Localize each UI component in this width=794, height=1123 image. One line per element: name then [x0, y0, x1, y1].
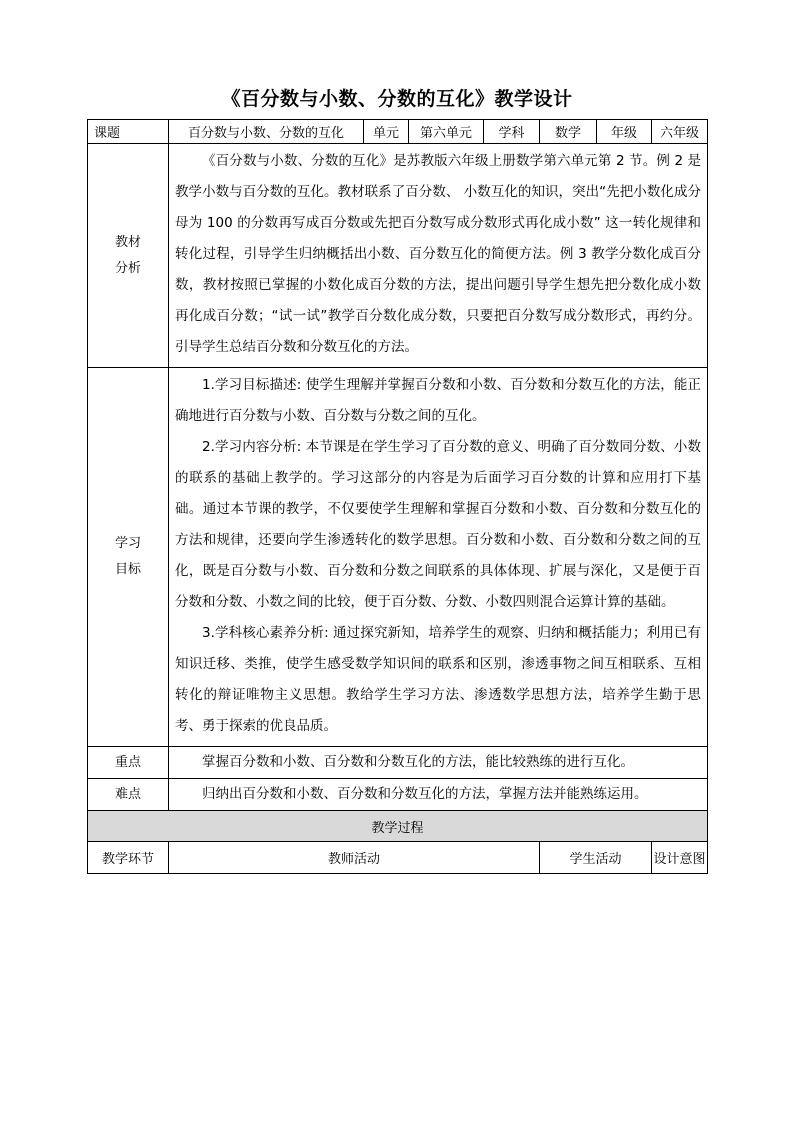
analysis-label-line1: 教材 — [114, 234, 141, 250]
process-column-student: 学生活动 — [540, 842, 652, 874]
analysis-label — [88, 144, 169, 368]
key-point-label: 重点 — [88, 747, 169, 779]
course-label: 课题 — [88, 120, 169, 144]
analysis-content — [169, 144, 708, 368]
objectives-label-line1: 学习 — [114, 536, 141, 551]
subject-value: 数学 — [540, 120, 597, 144]
analysis-row — [88, 144, 708, 368]
process-heading-row — [88, 811, 708, 842]
key-point-text: 掌握百分数和小数、百分数和分数互化的方法，能比较熟练的进行互化。 — [202, 754, 634, 770]
objective-paragraph: 2.学习内容分析: 本节课是在学生学习了百分数的意义、明确了百分数同分数、小数的联系的基础上教学的。学习这部分的内容是为后面学习百分数的计算和应用打下基础。通过本节课的教学，不仅要使学生理解和掌握百分数和小数、百分数和分数互化的方法和规律，还要向学生渗透转化的数学思想。百分数和小数、百分数和分数之间的互化，既是百分数与小数、百分数和分数之间联系的具体体现、扩展与深化，又是便于百分数和分数、小数之间的比较，便于百分数、分数、小数四则混合运算计算的基础。 — [175, 439, 701, 610]
process-column-stage: 教学环节 — [88, 842, 169, 874]
objective-paragraph: 1.学习目标描述: 使学生理解并掌握百分数和小数、百分数和分数互化的方法，能正确地进行百分数与小数、百分数与分数之间的互化。 — [175, 377, 701, 424]
lesson-plan-table — [87, 119, 708, 874]
unit-value: 第六单元 — [409, 120, 484, 144]
difficult-point-content — [169, 779, 708, 811]
difficult-point-label: 难点 — [88, 779, 169, 811]
process-heading: 教学过程 — [88, 811, 708, 842]
key-point-row — [88, 747, 708, 779]
analysis-label-line2: 分析 — [114, 260, 141, 276]
difficult-point-text: 归纳出百分数和小数、百分数和分数互化的方法，掌握方法并能熟练运用。 — [202, 786, 648, 802]
unit-label: 单元 — [364, 120, 409, 144]
header-row — [88, 120, 708, 144]
objectives-row — [88, 368, 708, 747]
course-value: 百分数与小数、分数的互化 — [169, 120, 364, 144]
process-columns-row — [88, 842, 708, 874]
difficult-point-row — [88, 779, 708, 811]
process-column-teacher: 教师活动 — [169, 842, 540, 874]
subject-label: 学科 — [484, 120, 540, 144]
objectives-label-line2: 目标 — [114, 562, 141, 577]
analysis-text: 《百分数与小数、分数的互化》是苏教版六年级上册数学第六单元第 2 节。例 2 是教学小数与百分数的互化。教材联系了百分数、 小数互化的知识，突出“先把小数化成分母为 100 的分数再写成百分数或先把百分数写成分数形式再化成小数” 这一转化规律和转化过程，引导学生归纳概括出小数、百分数互化的简便方法。例 3 教学分数化成百分数，教材按照已掌握的小数化成百分数的方法，提出问题引导学生想先把分数化成小数再化成百分数；“试一试”教学百分数化成分数，只要把百分数写成分数形式，再约分。引导学生总结百分数和分数互化的方法。 — [175, 153, 701, 355]
document-title: 《百分数与小数、分数的互化》教学设计 — [221, 88, 573, 110]
key-point-content — [169, 747, 708, 779]
process-column-intent: 设计意图 — [652, 842, 708, 874]
grade-value: 六年级 — [652, 120, 708, 144]
objectives-label — [88, 368, 169, 747]
objectives-content — [169, 368, 708, 747]
grade-label: 年级 — [597, 120, 652, 144]
objective-paragraph: 3.学科核心素养分析: 通过探究新知，培养学生的观察、归纳和概括能力；利用已有知识迁移、类推，使学生感受数学知识间的联系和区别，渗透事物之间互相联系、互相转化的辩证唯物主义思想。教给学生学习方法、渗透数学思想方法，培养学生勤于思考、勇于探索的优良品质。 — [175, 625, 701, 734]
